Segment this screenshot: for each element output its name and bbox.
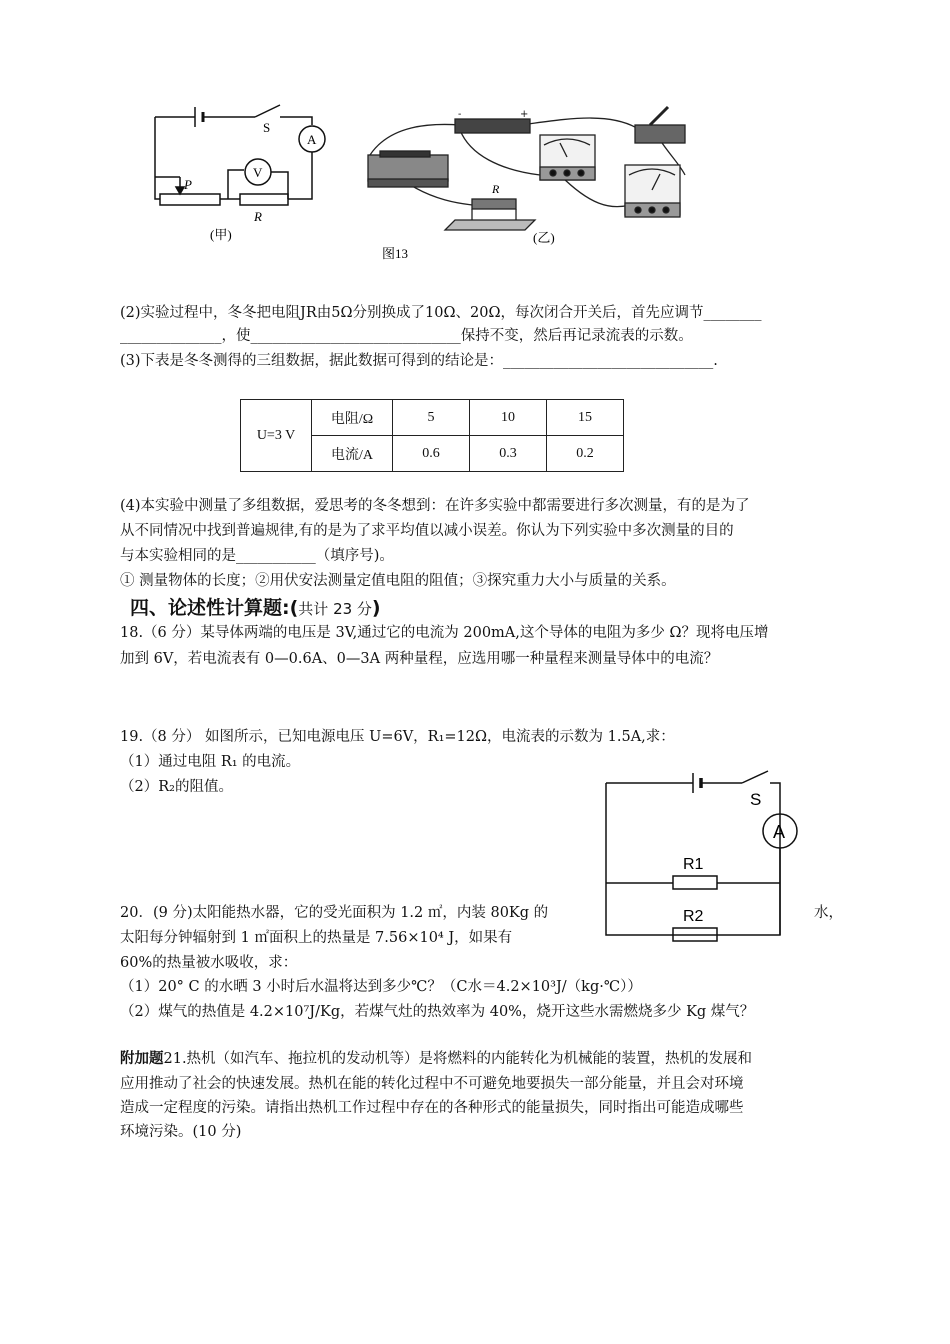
resistor-label-jia: R <box>254 209 262 224</box>
switch-label-19: S <box>750 790 762 809</box>
circuit-19 <box>598 765 808 945</box>
q20-line3: 60%的热量被水吸收，求： <box>120 955 298 971</box>
current-value-2: 0.3 <box>470 436 547 472</box>
q21-line4: 环境污染。(10 分) <box>120 1124 242 1140</box>
q4-line1: (4)本实验中测量了多组数据，爱思考的冬冬想到：在许多实验中都需要进行多次测量，有的是为了 <box>120 498 750 514</box>
ammeter-label-19: A <box>773 822 786 842</box>
q20-water: 水， <box>814 905 843 921</box>
q4-line3: 与本实验相同的是___________（填序号)。 <box>120 548 394 564</box>
apparatus-yi <box>368 107 685 230</box>
q20-line1: 20．(9 分)太阳能热水器，它的受光面积为 1.2 ㎡，内装 80Kg 的 <box>120 905 549 921</box>
q21-lead: 附加题 <box>120 1051 164 1067</box>
q18-line1: 18.（6 分）某导体两端的电压是 3V,通过它的电流为 200mA,这个导体的电阻为多少 Ω？现将电压增 <box>120 625 769 641</box>
current-value-3: 0.2 <box>547 436 624 472</box>
resistor-label-yi: R <box>492 182 500 196</box>
ammeter-label-jia: A <box>307 132 317 147</box>
q19-line1: 19.（8 分） 如图所示，已知电源电压 U=6V，R₁=12Ω，电流表的示数为 1.5A,求： <box>120 729 675 745</box>
svg-text:+: + <box>520 109 529 120</box>
q18-line2: 加到 6V，若电流表有 0—0.6A、0—3A 两种量程，应选用哪一种量程来测量导体中的电流？ <box>120 651 719 667</box>
q3-line1: (3)下表是冬冬测得的三组数据，据此数据可得到的结论是：_____________________________. <box>120 353 718 369</box>
q21-line3: 造成一定程度的污染。请指出热机工作过程中存在的各种形式的能量损失，同时指出可能造成哪些 <box>120 1100 744 1116</box>
figure-13 <box>140 95 700 270</box>
resistance-header: 电阻/Ω <box>312 400 393 436</box>
section-4-score: 共计 23 分 <box>298 600 372 618</box>
svg-text:-: - <box>458 109 462 120</box>
q20-sub1: （1）20° C 的水晒 3 小时后水温将达到多少℃？（C水＝4.2×10³J/（kg·℃）） <box>120 979 642 995</box>
q21-line1: 21.热机（如汽车、拖拉机的发动机等）是将燃料的内能转化为机械能的装置，热机的发展和 <box>163 1051 753 1067</box>
current-header: 电流/A <box>312 436 393 472</box>
q20-line2: 太阳每分钟辐射到 1 ㎡面积上的热量是 7.56×10⁴ J，如果有 <box>120 930 513 946</box>
section-4-title: 四、论述性计算题:( <box>130 597 299 619</box>
r2-label: R2 <box>683 908 704 925</box>
resistance-value-1: 5 <box>393 400 470 436</box>
voltage-cell: U=3 V <box>241 400 312 472</box>
q19-sub2: （2）R₂的阻值。 <box>120 779 233 795</box>
current-value-1: 0.6 <box>393 436 470 472</box>
q21-line1-wrap <box>120 1048 752 1070</box>
q19-sub1: （1）通过电阻 R₁ 的电流。 <box>120 754 301 770</box>
slider-label-jia: P <box>184 177 192 192</box>
r1-label: R1 <box>683 856 704 873</box>
figure-caption: 图13 <box>382 246 409 261</box>
figure-label-yi: (乙) <box>533 230 555 245</box>
q21-line2: 应用推动了社会的快速发展。热机在能的转化过程中不可避免地要损失一部分能量，并且会对环境 <box>120 1076 744 1092</box>
voltmeter-label-jia: V <box>253 165 263 180</box>
resistance-value-3: 15 <box>547 400 624 436</box>
q2-line1: (2)实验过程中，冬冬把电阻JR由5Ω分别换成了10Ω、20Ω，每次闭合开关后，首先应调节________ <box>120 305 762 321</box>
q2-line2: ______________，使_____________________________保持不变，然后再记录流表的示数。 <box>120 328 693 344</box>
data-table <box>240 399 624 472</box>
q20-sub2: （2）煤气的热值是 4.2×10⁷J/Kg，若煤气灶的热效率为 40%，烧开这些水需燃烧多少 Kg 煤气？ <box>120 1004 755 1020</box>
circuit-jia <box>155 105 325 205</box>
figure-label-jia: (甲) <box>210 227 232 242</box>
switch-label-jia: S <box>263 120 271 135</box>
resistance-value-2: 10 <box>470 400 547 436</box>
section-4-close: ) <box>371 597 381 619</box>
section-4-heading <box>130 593 381 620</box>
q4-line2: 从不同情况中找到普遍规律,有的是为了求平均值以减小误差。你认为下列实验中多次测量的目的 <box>120 523 734 539</box>
q4-options: ① 测量物体的长度；②用伏安法测量定值电阻的阻值；③探究重力大小与质量的关系。 <box>120 573 676 589</box>
